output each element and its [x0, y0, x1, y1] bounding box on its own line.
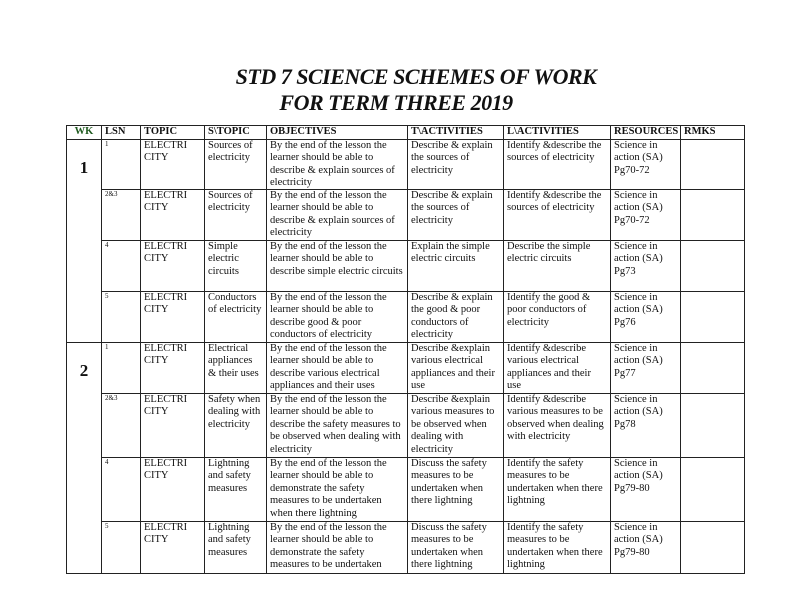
cell-l-activities: Identify &describe various electrical appliances and their use: [507, 342, 591, 392]
table-cell: [408, 291, 504, 342]
cell-subtopic: Conductors of electricity: [208, 291, 262, 316]
cell-objectives: By the end of the lesson the learner should be able to describe various electrical appliances and their uses: [270, 342, 387, 392]
table-cell: [504, 393, 611, 457]
table-cell: [267, 393, 408, 457]
header-l-activities: L\ACTIVITIES: [504, 126, 611, 140]
table-cell: [504, 189, 611, 240]
cell-t-activities: Explain the simple electric circuits: [411, 240, 490, 265]
cell-t-activities: Describe & explain the sources of electricity: [411, 189, 493, 226]
table-cell: [205, 139, 267, 189]
table-cell: [267, 291, 408, 342]
table-cell: [611, 240, 681, 291]
table-cell: [141, 457, 205, 521]
table-cell: [408, 189, 504, 240]
table-cell: [504, 139, 611, 189]
table-row: [67, 139, 745, 189]
header-resources: RESOURCES: [611, 126, 681, 140]
cell-l-activities: Identify the safety measures to be undertaken when there lightning: [507, 521, 603, 571]
cell-t-activities: Describe & explain the sources of electricity: [411, 139, 493, 176]
table-cell: [611, 393, 681, 457]
table-cell: [681, 457, 745, 521]
cell-objectives: By the end of the lesson the learner should be able to demonstrate the safety measures to be undertaken: [270, 521, 387, 571]
table-cell: [611, 291, 681, 342]
table-cell: [408, 521, 504, 573]
table-cell: [681, 240, 745, 291]
table-cell: [205, 457, 267, 521]
cell-topic: ELECTRI CITY: [144, 393, 188, 418]
table-cell: [267, 342, 408, 393]
table-cell: [504, 457, 611, 521]
cell-subtopic: Sources of electricity: [208, 189, 253, 214]
cell-topic: ELECTRI CITY: [144, 457, 188, 482]
week-number: 2: [67, 342, 102, 573]
cell-l-activities: Identify &describe various measures to be observed when dealing with electricity: [507, 393, 604, 443]
table-cell: [102, 521, 141, 573]
table-cell: [102, 457, 141, 521]
cell-t-activities: Discuss the safety measures to be undertaken when there lightning: [411, 457, 487, 507]
schemes-of-work-table: [66, 125, 745, 574]
table-cell: [267, 240, 408, 291]
table-cell: [611, 342, 681, 393]
table-cell: [681, 521, 745, 573]
cell-resources: Science in action (SA) Pg70-72: [614, 189, 663, 226]
document-subtitle: FOR TERM THREE 2019: [279, 90, 513, 115]
header-wk: WK: [67, 126, 102, 140]
cell-subtopic: Simple electric circuits: [208, 240, 239, 277]
table-cell: [102, 189, 141, 240]
table-row: [67, 521, 745, 573]
cell-resources: Science in action (SA) Pg73: [614, 240, 663, 277]
cell-objectives: By the end of the lesson the learner should be able to describe the safety measures to be observed when dealing with electricity: [270, 393, 401, 455]
header-t-activities: T\ACTIVITIES: [408, 126, 504, 140]
cell-topic: ELECTRI CITY: [144, 139, 188, 164]
cell-resources: Science in action (SA) Pg79-80: [614, 521, 663, 558]
cell-t-activities: Describe & explain the good & poor conductors of electricity: [411, 291, 493, 341]
cell-topic: ELECTRI CITY: [144, 240, 188, 265]
table-cell: [102, 291, 141, 342]
table-cell: [408, 342, 504, 393]
table-cell: [102, 393, 141, 457]
table-cell: [681, 393, 745, 457]
table-cell: [611, 189, 681, 240]
table-cell: [141, 139, 205, 189]
table-cell: [504, 240, 611, 291]
table-row: [67, 189, 745, 240]
cell-objectives: By the end of the lesson the learner should be able to describe good & poor conductors of electricity: [270, 291, 387, 341]
cell-subtopic: Lightning and safety measures: [208, 457, 251, 494]
cell-topic: ELECTRI CITY: [144, 189, 188, 214]
cell-resources: Science in action (SA) Pg70-72: [614, 139, 663, 176]
cell-objectives: By the end of the lesson the learner should be able to demonstrate the safety measures to be undertaken when there lightning: [270, 457, 387, 519]
header-lsn: LSN: [102, 126, 141, 140]
table-cell: [408, 457, 504, 521]
cell-lsn: 4: [105, 240, 109, 249]
cell-lsn: 5: [105, 521, 109, 530]
cell-lsn: 2&3: [105, 189, 118, 198]
table-cell: [141, 189, 205, 240]
table-cell: [504, 521, 611, 573]
table-cell: [611, 521, 681, 573]
cell-subtopic: Lightning and safety measures: [208, 521, 251, 558]
table-cell: [267, 139, 408, 189]
cell-lsn: 1: [105, 342, 109, 351]
header-remarks: RMKS: [681, 126, 745, 140]
table-cell: [141, 240, 205, 291]
table-cell: [102, 139, 141, 189]
cell-subtopic: Electrical appliances & their uses: [208, 342, 259, 379]
table-cell: [205, 393, 267, 457]
table-row: [67, 240, 745, 291]
cell-lsn: 1: [105, 139, 109, 148]
cell-resources: Science in action (SA) Pg78: [614, 393, 663, 430]
week-number: 1: [67, 139, 102, 342]
header-topic: TOPIC: [141, 126, 205, 140]
cell-objectives: By the end of the lesson the learner should be able to describe & explain sources of electricity: [270, 189, 395, 239]
cell-objectives: By the end of the lesson the learner should be able to describe & explain sources of electricity: [270, 139, 395, 189]
table-cell: [681, 189, 745, 240]
table-cell: [408, 393, 504, 457]
table-cell: [267, 521, 408, 573]
table-cell: [267, 189, 408, 240]
cell-l-activities: Identify the good & poor conductors of electricity: [507, 291, 591, 328]
table-cell: [205, 240, 267, 291]
cell-topic: ELECTRI CITY: [144, 521, 188, 546]
cell-t-activities: Describe &explain various electrical appliances and their use: [411, 342, 495, 392]
table-row: [67, 342, 745, 393]
document-title: STD 7 SCIENCE SCHEMES OF WORK: [235, 64, 597, 89]
cell-objectives: By the end of the lesson the learner should be able to describe simple electric circuits: [270, 240, 403, 277]
cell-lsn: 2&3: [105, 393, 118, 402]
table-cell: [102, 240, 141, 291]
table-cell: [102, 342, 141, 393]
cell-l-activities: Identify the safety measures to be undertaken when there lightning: [507, 457, 603, 507]
table-row: [67, 457, 745, 521]
cell-topic: ELECTRI CITY: [144, 342, 188, 367]
table-cell: [141, 342, 205, 393]
cell-l-activities: Describe the simple electric circuits: [507, 240, 591, 265]
table-cell: [681, 342, 745, 393]
cell-lsn: 5: [105, 291, 109, 300]
table-cell: [408, 240, 504, 291]
cell-resources: Science in action (SA) Pg77: [614, 342, 663, 379]
table-cell: [141, 393, 205, 457]
header-subtopic: S\TOPIC: [205, 126, 267, 140]
table-cell: [681, 291, 745, 342]
table-cell: [205, 521, 267, 573]
header-objectives: OBJECTIVES: [267, 126, 408, 140]
table-cell: [681, 139, 745, 189]
header-row: [67, 126, 745, 140]
cell-l-activities: Identify &describe the sources of electricity: [507, 189, 602, 214]
table-row: [67, 291, 745, 342]
table-cell: [611, 457, 681, 521]
table-cell: [141, 291, 205, 342]
cell-topic: ELECTRI CITY: [144, 291, 188, 316]
table-cell: [267, 457, 408, 521]
cell-t-activities: Describe &explain various measures to be observed when dealing with electricity: [411, 393, 495, 455]
table-cell: [504, 291, 611, 342]
table-row: [67, 393, 745, 457]
table-cell: [408, 139, 504, 189]
table-cell: [205, 189, 267, 240]
cell-l-activities: Identify &describe the sources of electricity: [507, 139, 602, 164]
cell-t-activities: Discuss the safety measures to be undertaken when there lightning: [411, 521, 487, 571]
table-cell: [141, 521, 205, 573]
cell-subtopic: Sources of electricity: [208, 139, 253, 164]
table-cell: [205, 291, 267, 342]
cell-lsn: 4: [105, 457, 109, 466]
cell-resources: Science in action (SA) Pg79-80: [614, 457, 663, 494]
table-cell: [504, 342, 611, 393]
cell-resources: Science in action (SA) Pg76: [614, 291, 663, 328]
table-cell: [205, 342, 267, 393]
cell-subtopic: Safety when dealing with electricity: [208, 393, 261, 430]
table-cell: [611, 139, 681, 189]
